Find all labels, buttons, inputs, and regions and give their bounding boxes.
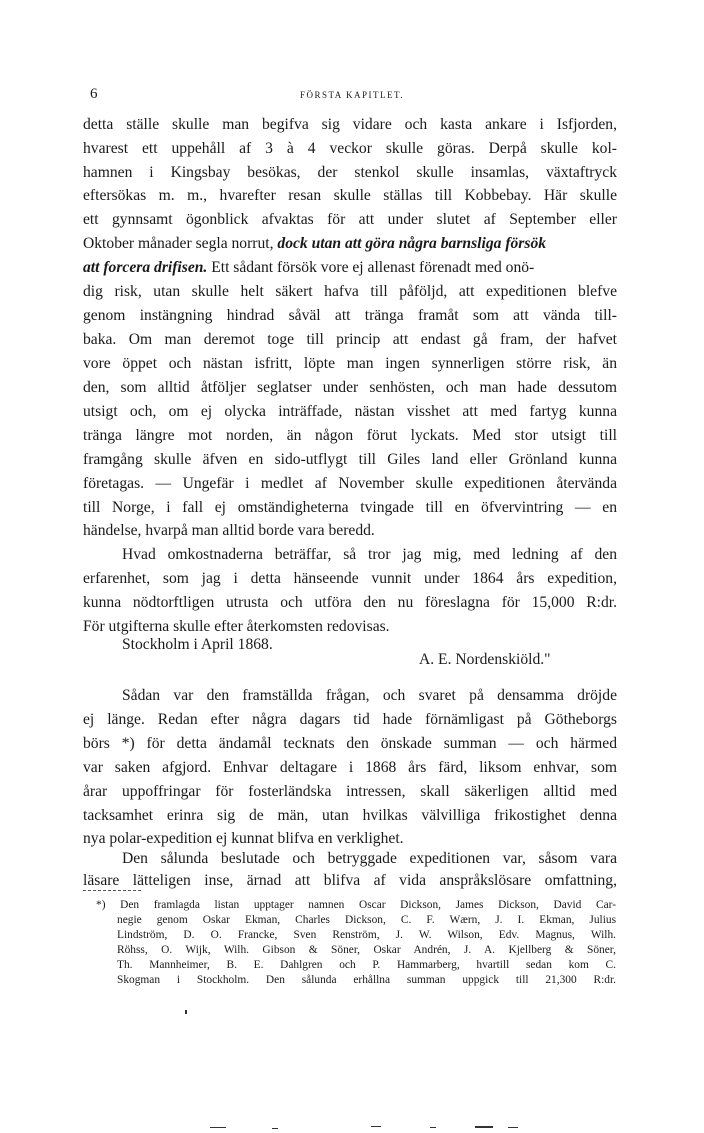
footnote-line: Skogman i Stockholm. Den sålunda erhållna summan uppgick till 21,300 R:dr.: [117, 974, 616, 986]
body-line: eftersökas m. m., hvarefter resan skulle ställas till Kobbebay. Här skulle: [83, 187, 617, 204]
footnote-line: negie genom Oskar Ekman, Charles Dickson, C. F. Wærn, J. I. Ekman, Julius: [117, 914, 616, 926]
footnote-line: Röhss, O. Wijk, Wilh. Gibson & Söner, Oskar Andrén, J. A. Kjellberg & Söner,: [117, 944, 616, 956]
body-line: [83, 235, 617, 253]
emphasis-text: att forcera drifisen.: [83, 259, 208, 276]
body-line: ett gynnsamt ögonblick afvaktas för att under slutet af September eller: [83, 211, 617, 228]
body-line: läsare lätteligen inse, ärnad att blifva af vida anspråkslösare omfattning,: [83, 872, 617, 889]
body-line: framgång skulle äfven en sido-utflygt till Giles land eller Grönland kunna: [83, 451, 617, 468]
body-line: Sådan var den framställda frågan, och svaret på densamma dröjde: [122, 687, 617, 704]
footnote-line: Th. Mannheimer, B. E. Dahlgren och P. Hammarberg, hvartill sedan kom C.: [117, 959, 616, 971]
body-line: nya polar-expedition ej kunnat blifva en verklighet.: [83, 830, 404, 847]
body-line: tacksamhet erinra sig de män, utan hvilkas välvilliga frikostighet denna: [83, 807, 617, 824]
body-line: utsigt och, om ej olycka inträffade, nästan visshet att med fartyg kunna: [83, 403, 617, 420]
body-line: detta ställe skulle man begifva sig vidare och kasta ankare i Isfjorden,: [83, 116, 617, 133]
running-head: FÖRSTA KAPITLET.: [299, 90, 405, 100]
scan-speck: [210, 1127, 226, 1128]
footnote-line: *) Den framlagda listan upptager namnen Oscar Dickson, James Dickson, David Car-: [96, 899, 616, 911]
body-text: Ett sådant försök vore ej allenast förenadt med onö-: [207, 259, 535, 276]
signature: A. E. Nordenskiöld.": [419, 651, 551, 668]
emphasis-text: dock utan att göra några barnsliga försök: [277, 235, 547, 252]
body-line: var saken afgjord. Enhvar deltagare i 1868 års färd, liksom enhvar, som: [83, 759, 617, 776]
body-line: genom instängning hindrad såväl att tränga framåt som att vända till-: [83, 307, 617, 324]
body-text: Oktober månader segla norrut,: [83, 235, 278, 252]
body-line: erfarenhet, som jag i detta hänseende vunnit under 1864 års expedition,: [83, 570, 617, 587]
body-line: tränga längre mot norden, än någon förut lyckats. Med stor utsigt till: [83, 427, 617, 444]
body-line: hamnen i Kingsbay besökas, der stenkol skulle insamlas, växtaftryck: [83, 164, 617, 181]
body-line: ej länge. Redan efter några dagars tid hade förnämligast på Götheborgs: [83, 711, 617, 728]
scan-speck: [508, 1127, 518, 1128]
body-line: baka. Om man deremot toge till princip att endast gå fram, der hafvet: [83, 331, 617, 348]
body-line: [83, 259, 617, 277]
scan-speck: [371, 1126, 381, 1127]
body-line: händelse, hvarpå man alltid borde vara beredd.: [83, 522, 375, 539]
body-line: För utgifterna skulle efter återkomsten redovisas.: [83, 618, 390, 635]
scan-speck: [185, 1010, 187, 1014]
scan-speck: [272, 1128, 278, 1129]
body-line: vore öppet och nästan isfritt, löpte man ingen synnerligen större risk, än: [83, 355, 617, 372]
scan-speck: [475, 1126, 493, 1128]
scan-speck: [430, 1127, 436, 1128]
place-date: Stockholm i April 1868.: [122, 636, 273, 653]
body-line: årar uppoffringar för fosterländska intressen, skall säkerligen alltid med: [83, 783, 617, 800]
body-line: den, som alltid åtföljer seglatser under senhösten, och man hade dessutom: [83, 379, 617, 396]
body-line: börs *) för detta ändamål tecknats den önskade summan — och härmed: [83, 735, 617, 752]
body-line: Hvad omkostnaderna beträffar, så tror jag mig, med ledning af den: [122, 546, 617, 563]
footnote-line: Lindström, D. O. Francke, Sven Renström, J. W. Wilson, Edv. Magnus, Wilh.: [117, 929, 616, 941]
body-line: kunna nödtorftligen utrusta och utföra den nu föreslagna för 15,000 R:dr.: [83, 594, 617, 611]
page-number: 6: [90, 86, 98, 102]
body-line: företagas. — Ungefär i medlet af November skulle expeditionen återvända: [83, 475, 617, 492]
body-line: till Norge, i fall ej omständigheterna tvingade till en öfvervintring — en: [83, 499, 617, 516]
body-line: hvarest ett uppehåll af 3 à 4 veckor skulle göras. Derpå skulle kol-: [83, 140, 617, 157]
body-line: Den sålunda beslutade och betryggade expeditionen var, såsom vara: [122, 850, 617, 867]
footnote-rule: [83, 890, 141, 891]
body-line: dig risk, utan skulle helt säkert hafva till påföljd, att expeditionen blefve: [83, 283, 617, 300]
